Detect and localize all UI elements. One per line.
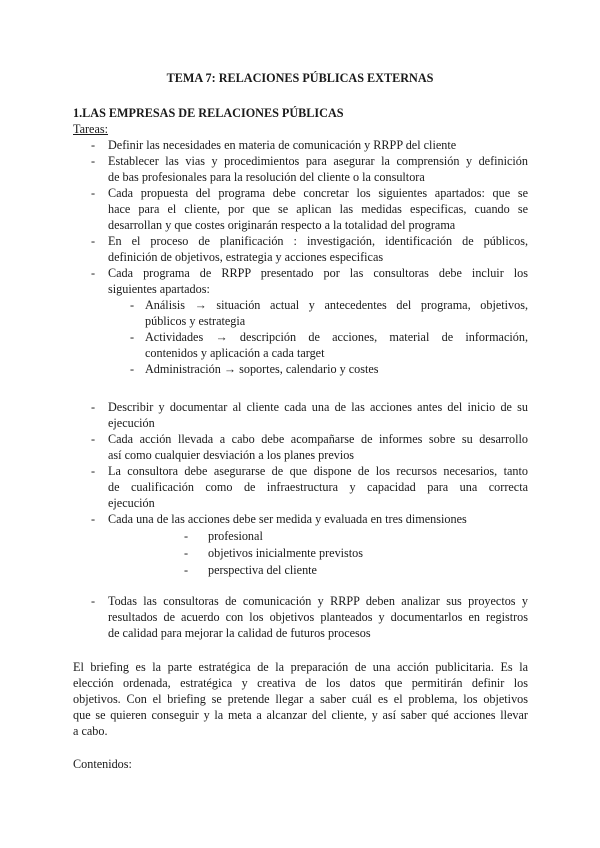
text-line: así como cualquier desviación a los planes previos — [108, 448, 355, 462]
bullet-dash: - — [129, 330, 135, 344]
bullet-dash: - — [129, 362, 135, 376]
sub-list-item — [145, 329, 528, 361]
text-line: de cualificación como de infraestructura y capacidad para una correcta — [108, 480, 528, 494]
list-item — [108, 399, 528, 431]
list-item — [108, 153, 528, 185]
text-line: ejecución — [108, 416, 155, 430]
text-line: hace para el cliente, por que se aplican las medidas especificas, cuando se — [108, 202, 528, 216]
text-line: Cada programa de RRPP presentado por las consultoras debe incluir los — [108, 266, 528, 280]
text-line: que se quieren conseguir y la meta a alcanzar del cliente, y así saber qué acciones llevar — [73, 708, 528, 722]
bullet-dash: - — [90, 154, 96, 168]
text-line: Todas las consultoras de comunicación y RRPP deben analizar sus proyectos y — [108, 594, 528, 608]
text-line: resultados de acuerdo con los objetivos planteados y documentarlos en registros — [108, 610, 528, 624]
list-item — [108, 463, 528, 511]
bullet-dash: - — [129, 298, 135, 312]
text-line: desarrollan y que costes originarán respecto a la totalidad del programa — [108, 218, 456, 232]
list-item — [108, 593, 528, 641]
list-item — [108, 185, 528, 233]
dimension-item: profesional — [208, 529, 263, 543]
bullet-dash: - — [90, 186, 96, 200]
bullet-dash: - — [90, 234, 96, 248]
bullet-dash: - — [90, 512, 96, 526]
bullet-dash: - — [90, 400, 96, 414]
text-line: Actividades → descripción de acciones, material de información, — [145, 330, 528, 344]
text-line: de bas profesionales para la resolución del cliente o la consultora — [108, 170, 425, 184]
list-item — [108, 233, 528, 265]
text-line: Cada propuesta del programa debe concretar los siguientes apartados: que se — [108, 186, 528, 200]
dimension-item: perspectiva del cliente — [208, 563, 317, 577]
bullet-dash: - — [183, 563, 189, 577]
tasks-label: Tareas: — [73, 122, 109, 136]
briefing-paragraph — [73, 659, 528, 739]
text-line: Análisis → situación actual y antecedentes del programa, objetivos, — [145, 298, 528, 312]
list-item — [108, 137, 528, 153]
text-line: Cada una de las acciones debe ser medida y evaluada en tres dimensiones — [108, 512, 467, 526]
text-line: definición de objetivos, estrategia y acciones especificas — [108, 250, 384, 264]
text-line: a cabo. — [73, 724, 108, 738]
text-line: El briefing es la parte estratégica de la preparación de una acción publicitaria. Es la — [73, 660, 528, 674]
text-line: siguientes apartados: — [108, 282, 210, 296]
sub-list-item — [145, 361, 528, 377]
text-line: Administración → soportes, calendario y costes — [145, 362, 379, 376]
bullet-dash: - — [90, 138, 96, 152]
bullet-dash: - — [90, 266, 96, 280]
text-line: Definir las necesidades en materia de comunicación y RRPP del cliente — [108, 138, 457, 152]
dimension-item: objetivos inicialmente previstos — [208, 546, 364, 560]
bullet-dash: - — [90, 432, 96, 446]
text-line: de calidad para mejorar la calidad de futuros procesos — [108, 626, 371, 640]
bullet-dash: - — [90, 594, 96, 608]
bullet-dash: - — [183, 546, 189, 560]
text-line: contenidos y aplicación a cada target — [145, 346, 325, 360]
contents-label: Contenidos: — [73, 757, 132, 771]
text-line: ejecución — [108, 496, 155, 510]
text-line: En el proceso de planificación : investigación, identificación de públicos, — [108, 234, 528, 248]
sub-list-item — [145, 297, 528, 329]
text-line: Describir y documentar al cliente cada una de las acciones antes del inicio de su — [108, 400, 528, 414]
list-item — [108, 511, 528, 527]
text-line: Establecer las vias y procedimientos para asegurar la comprensión y definición — [108, 154, 528, 168]
list-item — [108, 431, 528, 463]
bullet-dash: - — [90, 464, 96, 478]
section-heading: 1.LAS EMPRESAS DE RELACIONES PÚBLICAS — [73, 106, 344, 120]
list-item — [108, 265, 528, 297]
bullet-dash: - — [183, 529, 189, 543]
text-line: públicos y estrategia — [145, 314, 246, 328]
page-title: TEMA 7: RELACIONES PÚBLICAS EXTERNAS — [166, 71, 434, 85]
text-line: elección ordenada, estratégica y creativa de los datos que permitirán definir los — [73, 676, 528, 690]
text-line: Cada acción llevada a cabo debe acompañarse de informes sobre su desarrollo — [108, 432, 528, 446]
text-line: objetivos. Con el briefing se pretende llegar a saber cuál es el problema, los objetivos — [73, 692, 528, 706]
text-line: La consultora debe asegurarse de que dispone de los recursos necesarios, tanto — [108, 464, 528, 478]
